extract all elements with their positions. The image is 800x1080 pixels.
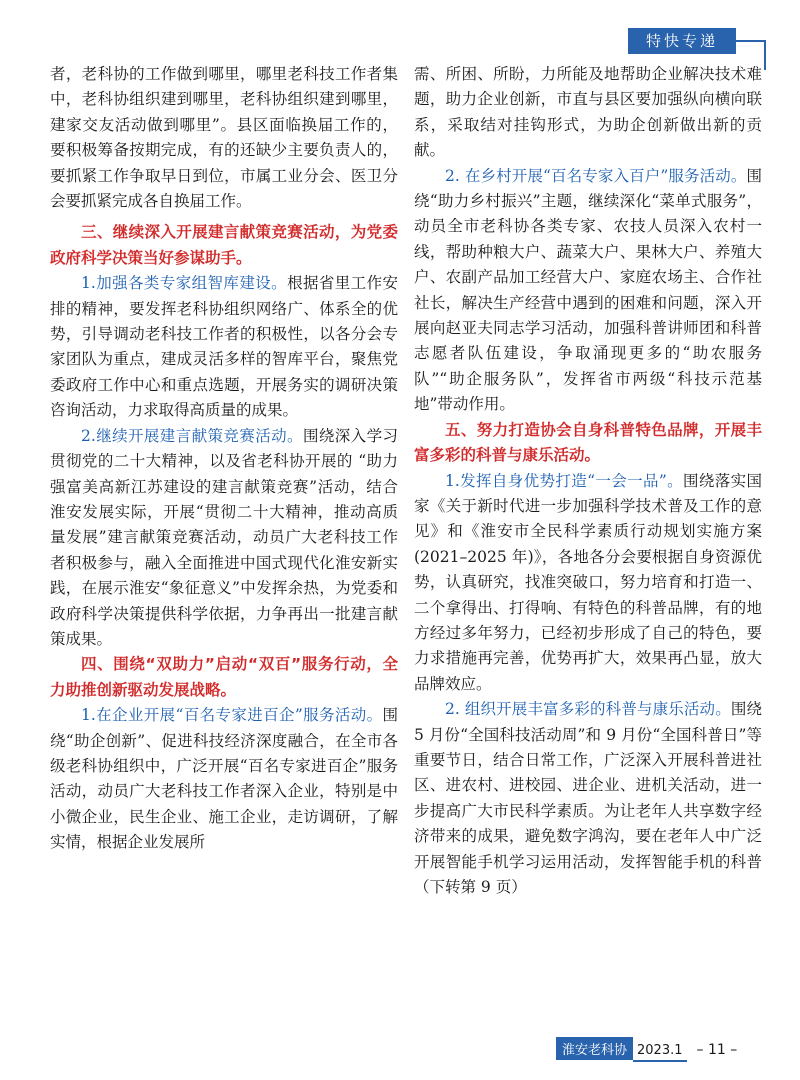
subheading: 1.加强各类专家组智库建设。 — [81, 274, 288, 293]
paragraph-text: 根据省里工作安排的精神，要发挥老科协组织网络广、体系全的优势，引导调动老科技工作者的积极性，以各分会专家团队为重点，建成灵活多样的智库平台，聚焦党委政府工作中心和重点选题，开展务实的调研决策咨询活动，力求取得高质量的成果。 — [50, 274, 398, 420]
paragraph-text: 围绕落实国家《关于新时代进一步加强科学技术普及工作的意见》和《淮安市全民科学素质行动规划实施方案(2021–2025 年)》，各地各分会要根据自身资源优势，认真研究，找准突破口，努力培育和打造一、二个拿得出、打得响、有特色的科普品牌，有的地方经过多年努力，已经初步形成了自己的特色，要力求措施再完善，优势再扩大，效果再凸显，放大品牌效应。 — [414, 471, 762, 693]
paragraph-text: 围绕“助企创新”、促进科技经济深度融合，在全市各级老科协组织中，广泛开展“百名专家进百企”服务活动，动员广大老科技工作者深入企业，特别是中小微企业，民生企业、施工企业，走访调研，了解实情，根据企业发展所 — [50, 706, 398, 852]
paragraph — [50, 703, 398, 855]
section-heading-3: 三、继续深入开展建言献策竞赛活动，为党委政府科学决策当好参谋助手。 — [50, 223, 398, 267]
journal-name: 淮安老科协 — [556, 1037, 633, 1060]
left-column — [50, 62, 398, 856]
subheading: 1.发挥自身优势打造“一会一品”。 — [445, 471, 684, 490]
subheading: 2. 在乡村开展“百名专家入百户”服务活动。 — [445, 166, 747, 185]
continued-note: （下转第 9 页） — [414, 878, 527, 896]
page-footer — [556, 1037, 737, 1059]
paragraph — [414, 469, 762, 698]
section-heading-5: 五、努力打造协会自身科普特色品牌，开展丰富多彩的科普与康乐活动。 — [414, 420, 762, 465]
section-heading-4: 四、围绕“双助力”启动“双百”服务行动，全力助推创新驱动发展战略。 — [50, 655, 398, 699]
right-column — [414, 62, 762, 900]
column-tag: 特快专递 — [628, 28, 736, 54]
page-number: – 11 – — [696, 1042, 738, 1058]
paragraph-continued: 需、所困、所盼，力所能及地帮助企业解决技术难题，助力企业创新，市直与县区要加强纵向横向联系，采取结对挂钩形式，为助企创新做出新的贡献。 — [414, 65, 762, 160]
paragraph-text: 围绕深入学习贯彻党的二十大精神，以及省老科协开展的 “助力强富美高新江苏建设的建言献策竞赛”活动，结合淮安发展实际，开展“贯彻二十大精神，推动高质量发展”建言献策竞赛活动，动员广大老科技工作者积极参与，融入全面推进中国式现代化淮安新实践，在展示淮安“象征意义”中发挥余热，为党委和政府科学决策提供科学依据，力争再出一批建言献策成果。 — [50, 426, 398, 648]
subheading: 1.在企业开展“百名专家进百企”服务活动。 — [81, 706, 383, 725]
subheading: 2.继续开展建言献策竞赛活动。 — [81, 426, 303, 445]
tag-rule-horizontal — [736, 40, 766, 42]
paragraph — [50, 271, 398, 423]
paragraph-text: 围绕 5 月份“全国科技活动周”和 9 月份“全国科普日”等重要节日，结合日常工作，广泛深入开展科普进社区、进农村、进校园、进企业、进机关活动，进一步提高广大市民科学素质。为让老年人共享数字经济带来的成果，避免数字鸿沟，要在老年人中广泛开展智能手机学习运用活动，发挥智能手机的科普 — [414, 700, 762, 871]
paragraph — [414, 697, 762, 900]
paragraph — [414, 164, 762, 418]
paragraph-continued: 者，老科协的工作做到哪里，哪里老科技工作者集中，老科协组织建到哪里，老科协组织建到哪里，建家交友活动做到哪里”。县区面临换届工作的，要积极筹备按期完成，有的还缺少主要负责人的，要抓紧工作争取早日到位，市属工业分会、医卫分会要抓紧完成各自换届工作。 — [50, 65, 398, 211]
paragraph — [50, 424, 398, 653]
tag-rule-vertical — [764, 40, 766, 70]
subheading: 2. 组织开展丰富多彩的科普与康乐活动。 — [445, 700, 731, 719]
issue-number: 2023.1 — [633, 1041, 687, 1062]
paragraph-text: 围绕“助力乡村振兴”主题，继续深化“菜单式服务”，动员全市老科协各类专家、农技人员深入农村一线，帮助种粮大户、蔬菜大户、果林大户、养殖大户、农副产品加工经营大户、家庭农场主、合作社社长，解决生产经营中遇到的困难和问题，深入开展向赵亚夫同志学习活动，加强科普讲师团和科普志愿者队伍建设，争取涌现更多的“助农服务队”“助企服务队”，发挥省市两级“科技示范基地”带动作用。 — [414, 166, 762, 414]
